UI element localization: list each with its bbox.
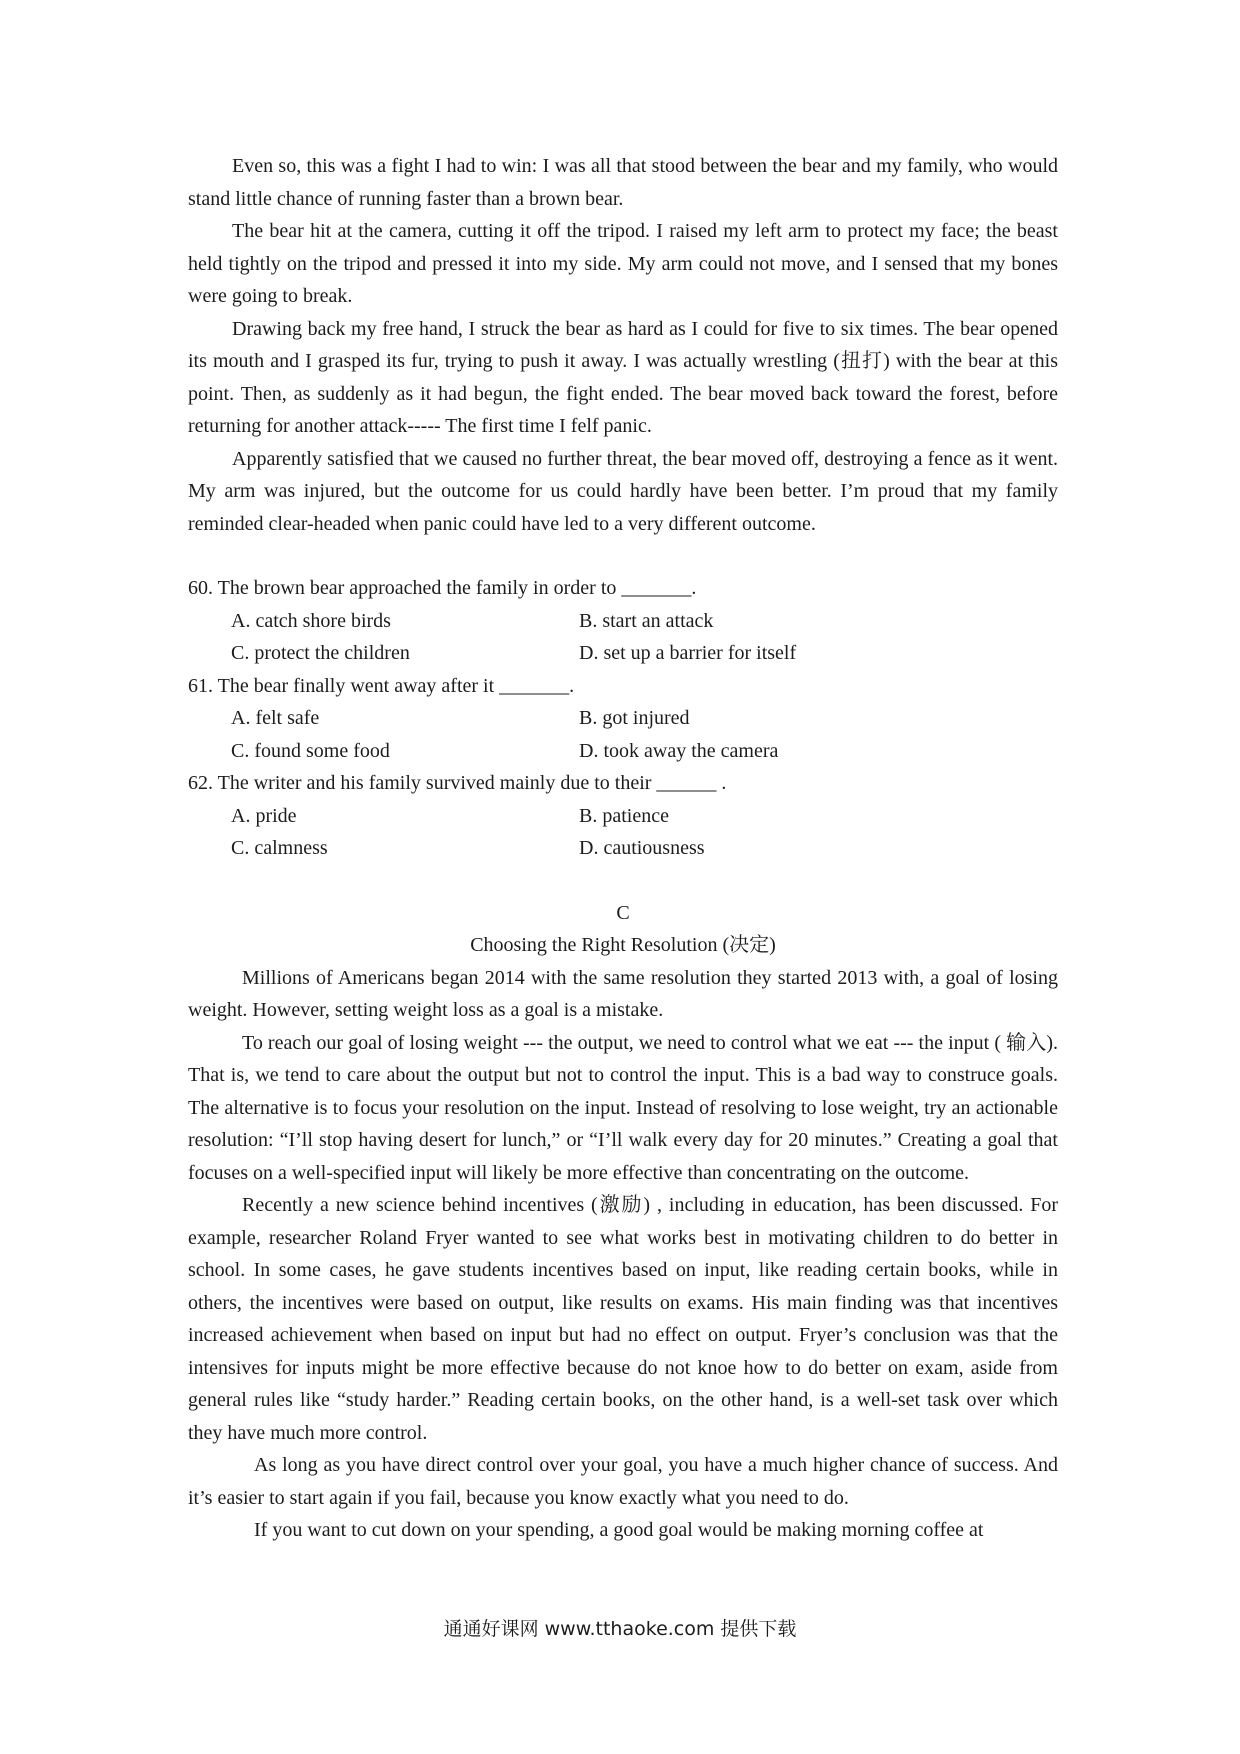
passage-b-paragraph-4: Apparently satisfied that we caused no further threat, the bear moved off, destroying a fence as it went. My arm was injured, but the outcome for us could hardly have been better. I’m proud that my family reminded clear-headed when panic could have led to a very different outcome.	[188, 447, 1058, 535]
passage-c-paragraph-5: If you want to cut down on your spending, a good goal would be making morning coffee at	[254, 1519, 984, 1541]
option-d: D. set up a barrier for itself	[579, 642, 797, 664]
option-row	[188, 800, 1058, 833]
page-footer: 通通好课网 www.tthaoke.com 提供下载	[443, 1618, 797, 1640]
option-c: C. found some food	[231, 739, 390, 762]
question-stem: 60. The brown bear approached the family in order to _______.	[188, 577, 697, 599]
option-row	[188, 637, 1058, 670]
option-row	[188, 832, 1058, 865]
option-b: B. patience	[579, 804, 669, 827]
question-61	[188, 670, 1058, 768]
passage-b-paragraph-1: Even so, this was a fight I had to win: I was all that stood between the bear and my family, who would stand little chance of running faster than a brown bear.	[188, 155, 1058, 210]
option-a: A. felt safe	[231, 707, 320, 729]
option-row	[188, 605, 1058, 638]
option-a: A. catch shore birds	[231, 609, 391, 632]
document-page	[188, 150, 1058, 1547]
question-60	[188, 572, 1058, 670]
option-d: D. took away the camera	[579, 739, 779, 762]
option-row	[188, 735, 1058, 768]
option-c: C. protect the children	[231, 642, 410, 664]
passage-c-paragraph-4: As long as you have direct control over your goal, you have a much higher chance of success. And it’s easier to start again if you fail, because you know exactly what you need to do.	[188, 1454, 1058, 1509]
option-b: B. got injured	[579, 707, 690, 729]
section-letter: C	[616, 901, 630, 924]
passage-b-paragraph-2: The bear hit at the camera, cutting it off the tripod. I raised my left arm to protect my face; the beast held tightly on the tripod and pressed it into my side. My arm could not move, and I sensed that my bones were going to break.	[188, 220, 1058, 307]
question-stem: 61. The bear finally went away after it _______.	[188, 674, 575, 697]
option-a: A. pride	[231, 804, 297, 827]
passage-c-paragraph-1: Millions of Americans began 2014 with the same resolution they started 2013 with, a goal of losing weight. However, setting weight loss as a goal is a mistake.	[188, 966, 1058, 1021]
option-d: D. cautiousness	[579, 837, 705, 859]
passage-c-paragraph-2: To reach our goal of losing weight --- the output, we need to control what we eat --- the input ( 输入). That is, we tend to care about the output but not to control the input. This is a bad way to construce goals. The alternative is to focus your resolution on the input. Instead of resolving to lose weight, try an actionable resolution: “I’ll stop having desert for lunch,” or “I’ll walk every day for 20 minutes.” Creating a goal that focuses on a well-specified input will likely be more effective than concentrating on the outcome.	[188, 1031, 1058, 1184]
option-b: B. start an attack	[579, 609, 714, 632]
passage-b-paragraph-3: Drawing back my free hand, I struck the bear as hard as I could for five to six times. The bear opened its mouth and I grasped its fur, trying to push it away. I was actually wrestling (扭打) with the bear at this point. Then, as suddenly as it had begun, the fight ended. The bear moved back toward the forest, before returning for another attack----- The first time I felf panic.	[188, 317, 1058, 437]
question-list	[188, 572, 1058, 865]
passage-c-paragraph-3: Recently a new science behind incentives (激励) , including in education, has been discussed. For example, researcher Roland Fryer wanted to see what works best in motivating children to do better in school. In some cases, he gave students incentives based on input, like reading certain books, while in others, the incentives were based on output, like results on exams. His main finding was that incentives increased achievement when based on input but had no effect on output. Fryer’s conclusion was that the intensives for inputs might be more effective because do not knoe how to do better on exam, aside from general rules like “study harder.” Reading certain books, on the other hand, is a well-set task over which they have much more control.	[188, 1194, 1058, 1444]
passage-title: Choosing the Right Resolution (决定)	[470, 934, 776, 956]
option-row	[188, 702, 1058, 735]
question-stem: 62. The writer and his family survived mainly due to their ______ .	[188, 772, 727, 794]
question-62	[188, 767, 1058, 865]
option-c: C. calmness	[231, 837, 328, 859]
